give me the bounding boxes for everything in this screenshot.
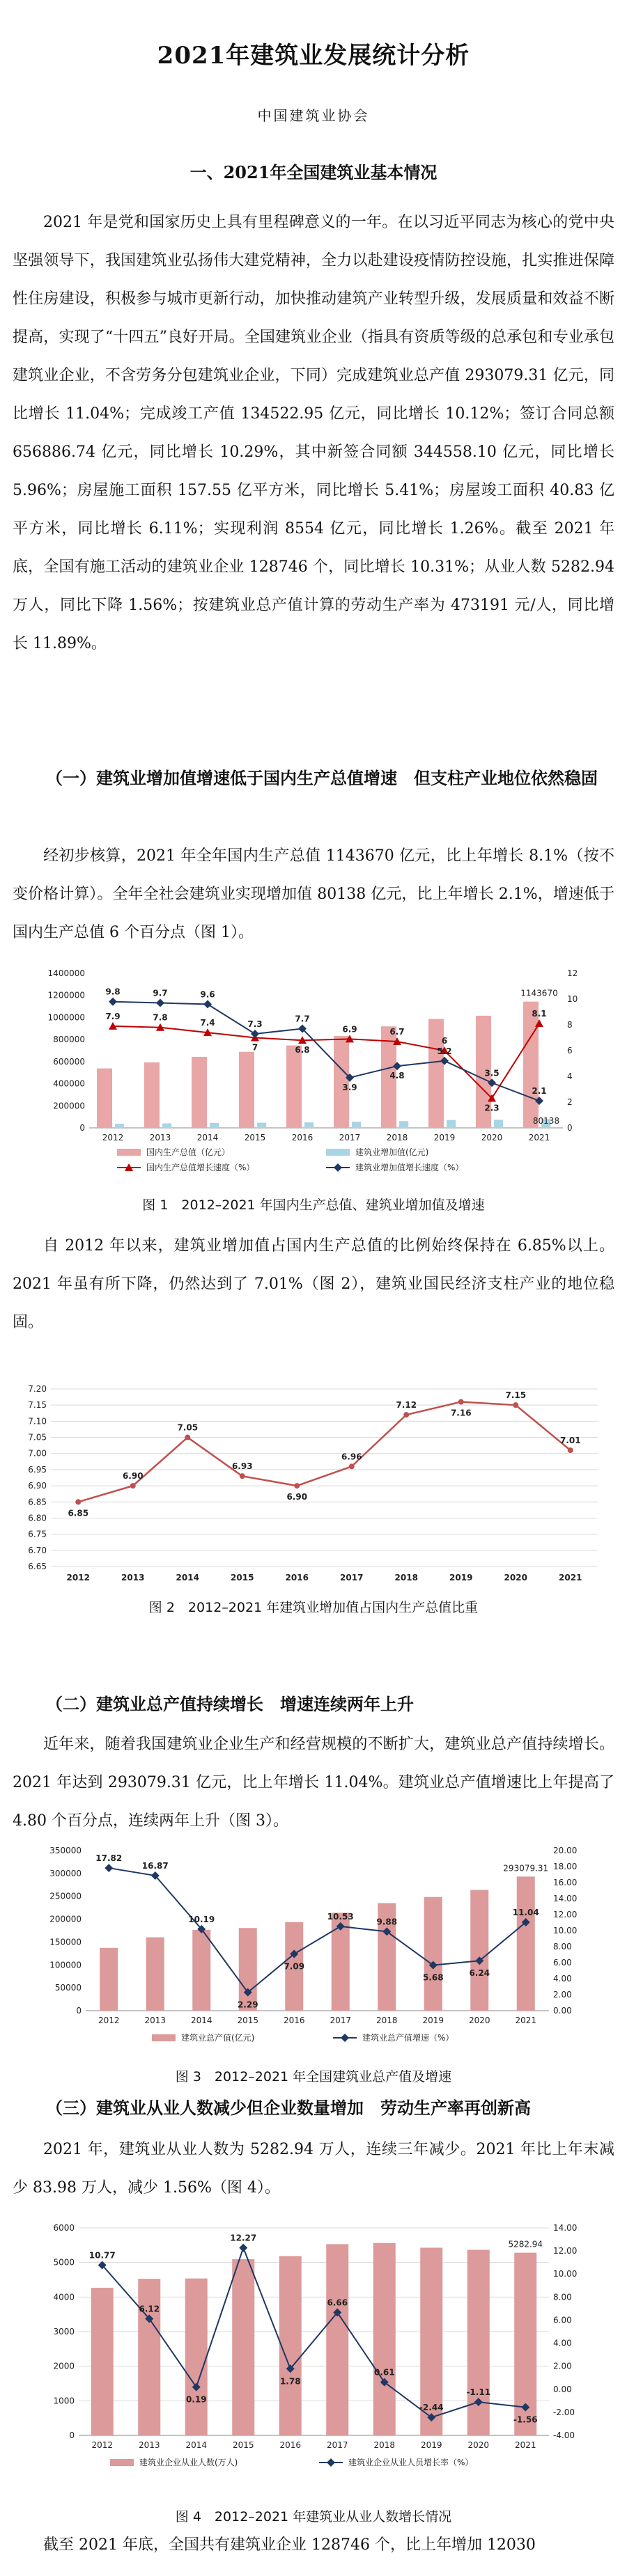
paragraph-gdp: 经初步核算，2021 年全年国内生产总值 1143670 亿元，比上年增长 8.1%（按不变价格计算）。全年全社会建筑业实现增加值 80138 亿元，比上年增长 2.1%，增速低于国内生产总值 6 个百分点（图 1）。	[13, 847, 614, 941]
y2-tick-label: 4.00	[553, 2338, 572, 2348]
legend-marker	[341, 2034, 349, 2042]
x-tick-label: 2015	[237, 2016, 259, 2025]
y-tick-label: 1000000	[47, 1012, 85, 1023]
data-point	[109, 998, 117, 1006]
data-point	[104, 1864, 113, 1872]
x-tick-label: 2021	[528, 1133, 550, 1142]
y2-tick-label: 12	[567, 968, 578, 978]
data-point	[403, 1412, 409, 1417]
series-line	[113, 1002, 539, 1101]
data-label: 7.01	[559, 1436, 581, 1446]
data-label: 6	[441, 1036, 448, 1046]
y2-tick-label: 16.00	[553, 1878, 578, 1887]
bar	[162, 1124, 171, 1128]
bar	[399, 1121, 408, 1128]
value-annotation: 80138	[532, 1116, 560, 1126]
data-point	[130, 1483, 136, 1489]
data-label: 0.19	[185, 2394, 207, 2405]
paragraph-enterprises: 截至 2021 年底，全国共有建筑业企业 128746 个，比上年增加 12030	[43, 2536, 536, 2554]
bar	[286, 1046, 302, 1128]
data-label: 10.19	[188, 1914, 215, 1924]
y-tick-label: 0	[76, 2006, 82, 2016]
y2-tick-label: -4.00	[553, 2430, 575, 2440]
figure-2-svg	[13, 1382, 614, 1587]
y2-tick-label: 4	[567, 1071, 573, 1081]
y-tick-label: 6.80	[28, 1513, 47, 1523]
x-tick-label: 2012	[66, 1573, 90, 1582]
x-tick-label: 2012	[91, 2440, 114, 2450]
x-tick-label: 2014	[190, 2016, 212, 2025]
y-tick-label: 350000	[49, 1846, 82, 1855]
data-point	[203, 1000, 212, 1008]
y-tick-label: 100000	[49, 1960, 82, 1970]
chart-figure-3	[13, 1838, 614, 2054]
data-label: 6.90	[286, 1492, 308, 1502]
bar	[239, 1052, 254, 1128]
data-label: 7.16	[450, 1408, 472, 1418]
bar	[91, 2288, 114, 2435]
y2-tick-label: 0	[567, 1123, 573, 1133]
x-tick-label: 2021	[559, 1573, 582, 1582]
caption-figure-1: 图 1 2012–2021 年国内生产总值、建筑业增加值及增速	[142, 1197, 485, 1213]
caption-figure-2: 图 2 2012–2021 年建筑业增加值占国内生产总值比重	[148, 1600, 479, 1615]
legend-label: 建筑业企业从业人数(万人)	[139, 2458, 238, 2467]
data-label: 7.15	[505, 1390, 527, 1401]
paragraph-employment: 2021 年，建筑业从业人数为 5282.94 万人，连续三年减少。2021 年比上年末减少 83.98 万人，减少 1.56%（图 4）。	[13, 2141, 614, 2197]
x-tick-label: 2014	[176, 1573, 199, 1582]
bar	[517, 1876, 535, 2011]
bar	[494, 1120, 503, 1128]
x-tick-label: 2017	[326, 2440, 348, 2450]
y-tick-label: 5000	[53, 2257, 75, 2268]
y2-tick-label: 10	[567, 994, 578, 1004]
data-label: 12.27	[230, 2233, 257, 2243]
bar	[138, 2279, 160, 2435]
legend-marker	[334, 1163, 342, 1172]
y2-tick-label: 10.00	[553, 2269, 578, 2279]
bar	[210, 1123, 219, 1128]
series-line	[109, 1868, 526, 1993]
data-label: 11.04	[512, 1908, 539, 1918]
data-label: 10.77	[88, 2250, 116, 2261]
bar	[523, 1002, 539, 1128]
y2-tick-label: 6.00	[553, 1958, 572, 1968]
data-label: 7	[251, 1042, 258, 1053]
x-tick-label: 2017	[340, 1573, 364, 1582]
x-tick-label: 2016	[279, 2440, 302, 2450]
data-point	[185, 1435, 190, 1440]
x-tick-label: 2020	[504, 1573, 527, 1582]
data-label: 7.12	[396, 1400, 417, 1411]
y-tick-label: 150000	[49, 1937, 82, 1947]
y2-tick-label: 8.00	[553, 1942, 572, 1951]
y-tick-label: 200000	[49, 1914, 82, 1924]
y-tick-label: 800000	[53, 1035, 85, 1045]
data-label: 7.09	[284, 1961, 305, 1972]
legend-swatch	[152, 2034, 176, 2041]
legend-swatch	[110, 2459, 134, 2466]
data-label: 6.8	[295, 1045, 310, 1055]
y2-tick-label: -2.00	[553, 2407, 575, 2417]
data-point	[568, 1447, 573, 1453]
legend-swatch	[326, 1149, 350, 1156]
x-tick-label: 2020	[467, 2440, 490, 2450]
data-label: 5.2	[437, 1046, 452, 1056]
x-tick-label: 2012	[98, 2016, 120, 2025]
figure-4-svg	[13, 2213, 614, 2488]
data-label: 9.6	[200, 989, 215, 1000]
data-label: 5.68	[422, 1972, 444, 1983]
y-tick-label: 6000	[53, 2223, 75, 2233]
x-tick-label: 2019	[422, 2016, 444, 2025]
subsection-heading-2: （二）建筑业总产值持续增长 增速连续两年上升	[46, 1694, 414, 1714]
x-tick-label: 2021	[515, 2016, 537, 2025]
y2-tick-label: 14.00	[553, 1894, 578, 1903]
x-tick-label: 2013	[149, 1133, 171, 1142]
x-tick-label: 2021	[514, 2440, 536, 2450]
legend-label: 建筑业总产值(亿元)	[181, 2033, 255, 2043]
paragraph-share: 自 2012 年以来，建筑业增加值占国内生产总值的比例始终保持在 6.85%以上。2021 年虽有所下降，仍然达到了 7.01%（图 2），建筑业国民经济支柱产业的地位稳固。	[13, 1237, 614, 1331]
y-tick-label: 7.05	[28, 1432, 47, 1443]
data-label: 9.8	[105, 987, 121, 997]
y-tick-label: 50000	[54, 1983, 82, 1993]
data-label: 6.85	[68, 1508, 89, 1518]
bar	[326, 2244, 348, 2435]
y-tick-label: 600000	[53, 1056, 85, 1067]
x-tick-label: 2016	[283, 2016, 305, 2025]
y-tick-label: 2000	[53, 2361, 75, 2371]
bar	[304, 1122, 314, 1128]
y2-tick-label: 18.00	[553, 1862, 578, 1871]
caption-figure-4: 图 4 2012–2021 年建筑业从业人数增长情况	[175, 2509, 452, 2524]
bar	[185, 2279, 208, 2435]
data-label: 7.8	[153, 1012, 168, 1023]
chart-figure-1	[13, 954, 614, 1191]
x-tick-label: 2012	[102, 1133, 124, 1142]
y2-tick-label: 12.00	[553, 2246, 578, 2256]
x-tick-label: 2013	[138, 2440, 160, 2450]
data-point	[75, 1499, 81, 1505]
bar	[100, 1948, 118, 2011]
data-label: 9.7	[153, 988, 168, 998]
data-point	[294, 1483, 300, 1489]
bar	[115, 1124, 124, 1128]
y2-tick-label: 0.00	[553, 2384, 572, 2394]
legend-marker	[327, 2458, 335, 2467]
chart-figure-4	[13, 2213, 614, 2488]
bar	[257, 1123, 266, 1128]
data-label: 10.53	[327, 1911, 354, 1922]
data-label: 2.1	[532, 1086, 547, 1097]
x-tick-label: 2015	[231, 1573, 254, 1582]
bar	[467, 2249, 490, 2435]
y-tick-label: 6.90	[28, 1481, 47, 1491]
bar	[192, 1057, 207, 1128]
value-annotation: 293079.31	[503, 1863, 549, 1874]
series-line	[113, 1023, 539, 1098]
bar	[279, 2256, 302, 2435]
x-tick-label: 2018	[386, 1133, 408, 1142]
series-line	[78, 1402, 571, 1502]
bar	[97, 1069, 112, 1128]
bar	[146, 1938, 164, 2011]
y2-tick-label: 2	[567, 1097, 573, 1107]
data-point	[240, 1473, 245, 1479]
x-tick-label: 2014	[196, 1133, 219, 1142]
data-label: 3.9	[342, 1082, 357, 1092]
data-point	[349, 1463, 355, 1469]
x-tick-label: 2018	[394, 1573, 418, 1582]
y2-tick-label: 10.00	[553, 1926, 578, 1935]
paragraph-intro: 2021 年是党和国家历史上具有里程碑意义的一年。在以习近平同志为核心的党中央坚强领导下，我国建筑业弘扬伟大建党精神，全力以赴建设疫情防控设施，扎实推进保障性住房建设，积极参与城市更新行动，加快推动建筑产业转型升级，发展质量和效益不断提高，实现了“十四五”良好开局。全国建筑业企业（指具有资质等级的总承包和专业承包建筑业企业，不含劳务分包建筑业企业，下同）完成建筑业总产值 293079.31 亿元，同比增长 11.04%；完成竣工产值 134522.95 亿元，同比增长 10.12%；签订合同总额 656886.74 亿元，同比增长 10.29%，其中新签合同额 344558.10 亿元，同比增长 5.96%；房屋施工面积 157.55 亿平方米，同比增长 5.41%；房屋竣工面积 40.83 亿平方米，同比增长 6.11%；实现利润 8554 亿元，同比增长 1.26%。截至 2021 年底，全国有施工活动的建筑业企业 128746 个，同比增长 10.31%；从业人数 5282.94 万人，同比下降 1.56%；按建筑业总产值计算的劳动生产率为 473191 元/人，同比增长 11.89%。	[13, 214, 614, 652]
data-point	[513, 1402, 518, 1408]
y-tick-label: 0	[79, 1123, 85, 1133]
data-label: 3.5	[484, 1068, 500, 1078]
y2-tick-label: 4.00	[553, 1974, 572, 1984]
data-label: -1.11	[466, 2387, 491, 2398]
y-tick-label: 200000	[53, 1101, 85, 1111]
data-label: 7.3	[247, 1019, 263, 1029]
data-label: 6.90	[122, 1471, 144, 1482]
data-label: 16.87	[141, 1860, 169, 1871]
x-tick-label: 2020	[468, 2016, 490, 2025]
y2-tick-label: 14.00	[553, 2223, 578, 2233]
subsection-heading-3: （三）建筑业从业人数减少但企业数量增加 劳动生产率再创新高	[46, 2098, 531, 2118]
data-label: 4.8	[389, 1071, 405, 1081]
x-tick-label: 2018	[376, 2016, 398, 2025]
value-annotation: 5282.94	[508, 2239, 543, 2249]
y-tick-label: 250000	[49, 1891, 82, 1901]
x-tick-label: 2014	[185, 2440, 208, 2450]
x-tick-label: 2017	[330, 2016, 352, 2025]
subsection-heading-1: （一）建筑业增加值增速低于国内生产总值增速 但支柱产业地位依然稳固	[46, 768, 598, 788]
y-tick-label: 7.00	[28, 1448, 47, 1459]
y2-tick-label: 12.00	[553, 1910, 578, 1919]
data-label: 1.78	[279, 2376, 301, 2387]
y-tick-label: 1200000	[47, 990, 85, 1000]
data-label: 6.7	[389, 1027, 405, 1037]
bar	[447, 1120, 456, 1128]
data-point	[156, 999, 164, 1007]
caption-figure-3: 图 3 2012–2021 年全国建筑业总产值及增速	[175, 2069, 452, 2084]
y-tick-label: 1000	[53, 2396, 75, 2406]
series-line	[102, 2248, 526, 2418]
data-label: 7.4	[200, 1018, 215, 1028]
author-organization: 中国建筑业协会	[257, 107, 370, 124]
x-tick-label: 2013	[121, 1573, 145, 1582]
bar	[232, 2259, 254, 2435]
y2-tick-label: 2.00	[553, 1990, 572, 2000]
bar	[352, 1122, 361, 1128]
y-tick-label: 300000	[49, 1868, 82, 1878]
bar	[470, 1890, 488, 2011]
y-tick-label: 400000	[53, 1078, 85, 1089]
document-title: 2021年建筑业发展统计分析	[157, 42, 470, 70]
data-point	[239, 2244, 247, 2252]
data-label: -2.44	[419, 2403, 444, 2413]
legend-label: 建筑业总产值增速（%）	[362, 2033, 454, 2043]
y2-tick-label: 8.00	[553, 2292, 572, 2302]
legend-label: 国内生产总值（亿元）	[146, 1147, 231, 1157]
y2-tick-label: 20.00	[553, 1846, 578, 1855]
bar	[239, 1928, 257, 2011]
data-label: 8.1	[532, 1009, 547, 1019]
y2-tick-label: 0.00	[553, 2006, 572, 2016]
legend-swatch	[117, 1149, 141, 1156]
x-tick-label: 2020	[481, 1133, 503, 1142]
y-tick-label: 3000	[53, 2327, 75, 2337]
x-tick-label: 2017	[339, 1133, 361, 1142]
data-label: -1.56	[513, 2414, 538, 2425]
data-label: 9.88	[376, 1917, 398, 1927]
y2-tick-label: 6	[567, 1046, 573, 1055]
y-tick-label: 6.75	[28, 1529, 47, 1539]
figure-1-svg	[13, 954, 614, 1191]
x-tick-label: 2015	[232, 2440, 254, 2450]
section-heading-1: 一、2021年全国建筑业基本情况	[189, 162, 438, 182]
paragraph-output: 近年来，随着我国建筑业企业生产和经营规模的不断扩大，建筑业总产值持续增长。2021 年达到 293079.31 亿元，比上年增长 11.04%。建筑业总产值增速比上年提高了 4.80 个百分点，连续两年上升（图 3）。	[13, 1736, 614, 1830]
legend-label: 建筑业增加值增长速度（%）	[355, 1163, 464, 1172]
y2-tick-label: 8	[567, 1020, 573, 1030]
x-tick-label: 2019	[449, 1573, 473, 1582]
legend-label: 建筑业企业从业人员增长率（%）	[348, 2458, 474, 2467]
y-tick-label: 6.85	[28, 1497, 47, 1507]
bar	[373, 2243, 396, 2435]
data-label: 0.61	[373, 2367, 395, 2378]
data-label: 6.24	[469, 1968, 490, 1979]
data-label: 17.82	[95, 1853, 123, 1864]
bar	[144, 1062, 160, 1128]
x-tick-label: 2015	[244, 1133, 266, 1142]
data-label: 7.7	[295, 1014, 310, 1024]
data-label: 6.66	[327, 2298, 348, 2308]
y-tick-label: 4000	[53, 2292, 75, 2302]
x-tick-label: 2016	[285, 1573, 309, 1582]
x-tick-label: 2013	[144, 2016, 167, 2025]
y-tick-label: 7.15	[28, 1400, 47, 1411]
y-tick-label: 6.95	[28, 1464, 47, 1475]
data-label: 2.29	[237, 2000, 258, 2010]
y-tick-label: 7.20	[28, 1384, 47, 1394]
x-tick-label: 2016	[291, 1133, 314, 1142]
x-tick-label: 2019	[433, 1133, 456, 1142]
y-tick-label: 6.70	[28, 1545, 47, 1555]
data-label: 6.96	[341, 1452, 362, 1462]
y2-tick-label: 6.00	[553, 2315, 572, 2325]
data-label: 7.9	[105, 1011, 121, 1021]
chart-figure-2	[13, 1382, 614, 1587]
data-label: 2.3	[484, 1103, 500, 1113]
data-label: 6.93	[231, 1461, 253, 1472]
value-annotation: 1143670	[520, 988, 558, 998]
data-label: 6.12	[139, 2304, 160, 2314]
y-tick-label: 7.10	[28, 1416, 47, 1427]
y-tick-label: 0	[69, 2430, 75, 2440]
y2-tick-label: 2.00	[553, 2361, 572, 2371]
data-point	[458, 1399, 464, 1405]
x-tick-label: 2019	[420, 2440, 442, 2450]
figure-3-svg	[13, 1838, 614, 2054]
legend-label: 建筑业增加值(亿元)	[355, 1147, 429, 1157]
x-tick-label: 2018	[373, 2440, 396, 2450]
data-label: 7.05	[177, 1422, 199, 1433]
bar	[424, 1897, 442, 2011]
legend-label: 国内生产总值增长速度（%）	[146, 1163, 255, 1172]
y-tick-label: 6.65	[28, 1562, 47, 1571]
bar	[192, 1930, 210, 2011]
y-tick-label: 1400000	[47, 968, 85, 978]
data-label: 6.9	[342, 1024, 357, 1035]
